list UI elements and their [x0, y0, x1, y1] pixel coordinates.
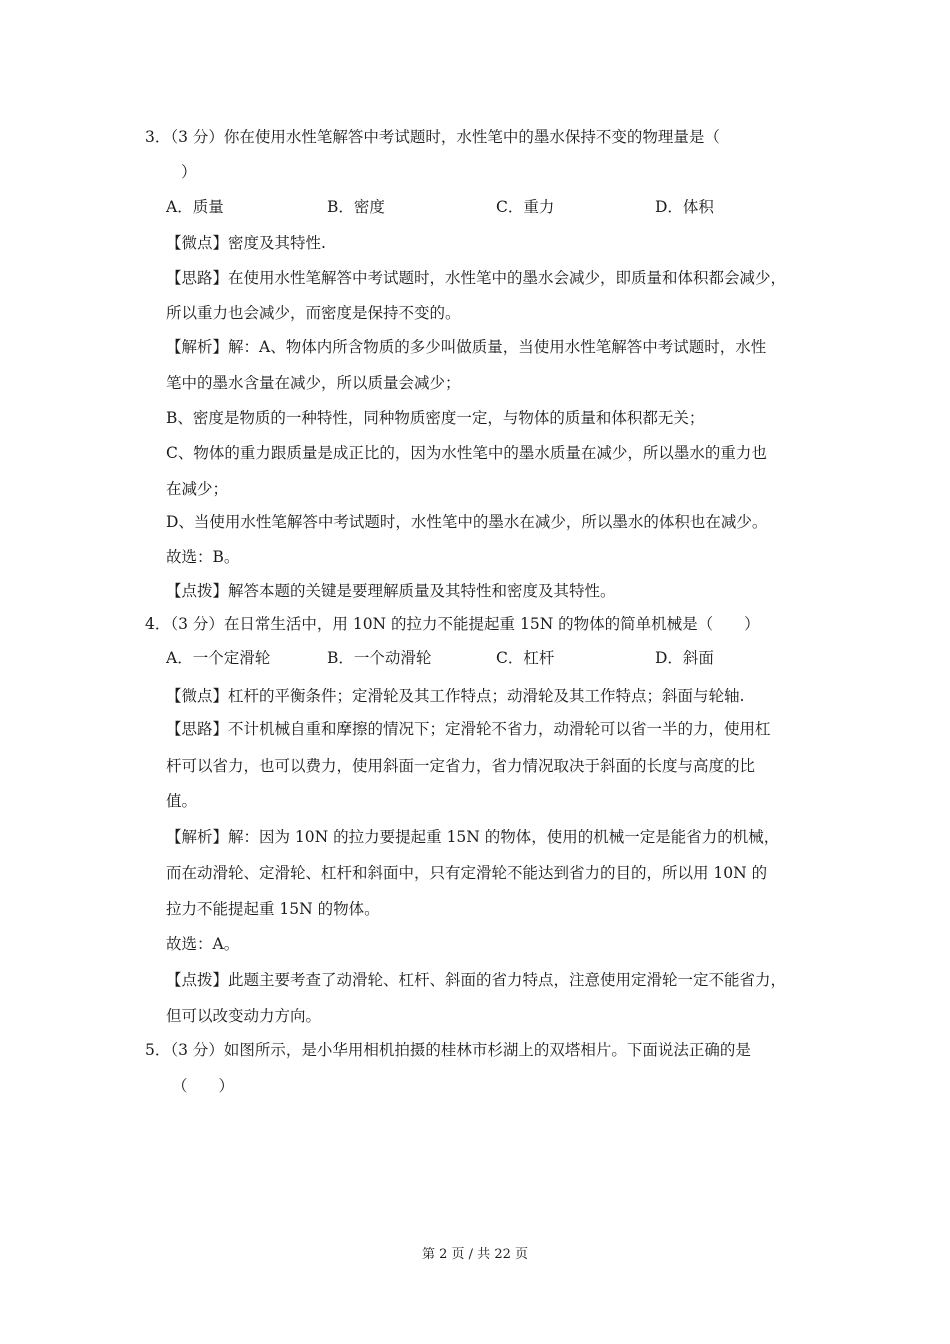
q3-jiexi-line-4: C、物体的重力跟质量是成正比的，因为水性笔中的墨水质量在减少，所以墨水的重力也 [166, 444, 767, 462]
q3-stem-line-2: ） [181, 163, 197, 181]
q4-jiexi-line-3: 拉力不能提起重 15N 的物体。 [166, 900, 380, 918]
q4-option-b: B．一个动滑轮 [327, 649, 432, 667]
q3-silu-line-2: 所以重力也会减少，而密度是保持不变的。 [166, 304, 461, 322]
q4-stem: 4．（3 分）在日常生活中，用 10N 的拉力不能提起重 15N 的物体的简单机械是（ ） [145, 615, 760, 633]
q3-option-a: A．质量 [166, 198, 224, 216]
q4-option-c: C．杠杆 [496, 649, 555, 667]
q4-silu-line-1: 【思路】不计机械自重和摩擦的情况下；定滑轮不省力，动滑轮可以省一半的力，使用杠 [166, 720, 771, 738]
q4-jiexi-line-1: 【解析】解：因为 10N 的拉力要提起重 15N 的物体，使用的机械一定是能省力的机械， [166, 828, 780, 846]
q4-option-d: D．斜面 [655, 649, 714, 667]
q3-dianbo: 【点拨】解答本题的关键是要理解质量及其特性和密度及其特性。 [166, 582, 616, 600]
q3-option-c: C．重力 [496, 198, 555, 216]
q3-answer: 故选：B。 [166, 548, 240, 566]
q4-answer: 故选：A。 [166, 935, 240, 953]
q3-stem-line-1: 3．（3 分）你在使用水性笔解答中考试题时，水性笔中的墨水保持不变的物理量是（ [145, 128, 720, 146]
q3-option-b: B．密度 [327, 198, 385, 216]
q4-silu-line-3: 值。 [166, 792, 198, 810]
q3-jiexi-line-1: 【解析】解：A、物体内所含物质的多少叫做质量，当使用水性笔解答中考试题时，水性 [166, 338, 767, 356]
q3-option-d: D．体积 [655, 198, 714, 216]
q5-stem-line-2: （ ） [172, 1077, 235, 1095]
q4-option-a: A．一个定滑轮 [166, 649, 271, 667]
q3-jiexi-line-6: D、当使用水性笔解答中考试题时，水性笔中的墨水在减少，所以墨水的体积也在减少。 [166, 513, 768, 531]
q4-jiexi-line-2: 而在动滑轮、定滑轮、杠杆和斜面中，只有定滑轮不能达到省力的目的，所以用 10N 的 [166, 864, 768, 882]
page-footer: 第 2 页 / 共 22 页 [422, 1247, 528, 1262]
q3-jiexi-line-5: 在减少； [166, 480, 229, 498]
q4-dianbo-line-1: 【点拨】此题主要考查了动滑轮、杠杆、斜面的省力特点，注意使用定滑轮一定不能省力， [166, 971, 787, 989]
q3-silu-line-1: 【思路】在使用水性笔解答中考试题时，水性笔中的墨水会减少，即质量和体积都会减少， [166, 269, 787, 287]
q4-silu-line-2: 杆可以省力，也可以费力，使用斜面一定省力，省力情况取决于斜面的长度与高度的比 [166, 757, 756, 775]
q4-weidian: 【微点】杠杆的平衡条件；定滑轮及其工作特点；动滑轮及其工作特点；斜面与轮轴. [166, 687, 745, 705]
q4-dianbo-line-2: 但可以改变动力方向。 [166, 1007, 322, 1025]
q5-stem-line-1: 5．（3 分）如图所示，是小华用相机拍摄的桂林市杉湖上的双塔相片。下面说法正确的是 [145, 1041, 751, 1059]
q3-jiexi-line-3: B、密度是物质的一种特性，同种物质密度一定，与物体的质量和体积都无关； [166, 409, 705, 427]
q3-jiexi-line-2: 笔中的墨水含量在减少，所以质量会减少； [166, 374, 461, 392]
q3-weidian: 【微点】密度及其特性. [166, 234, 326, 252]
